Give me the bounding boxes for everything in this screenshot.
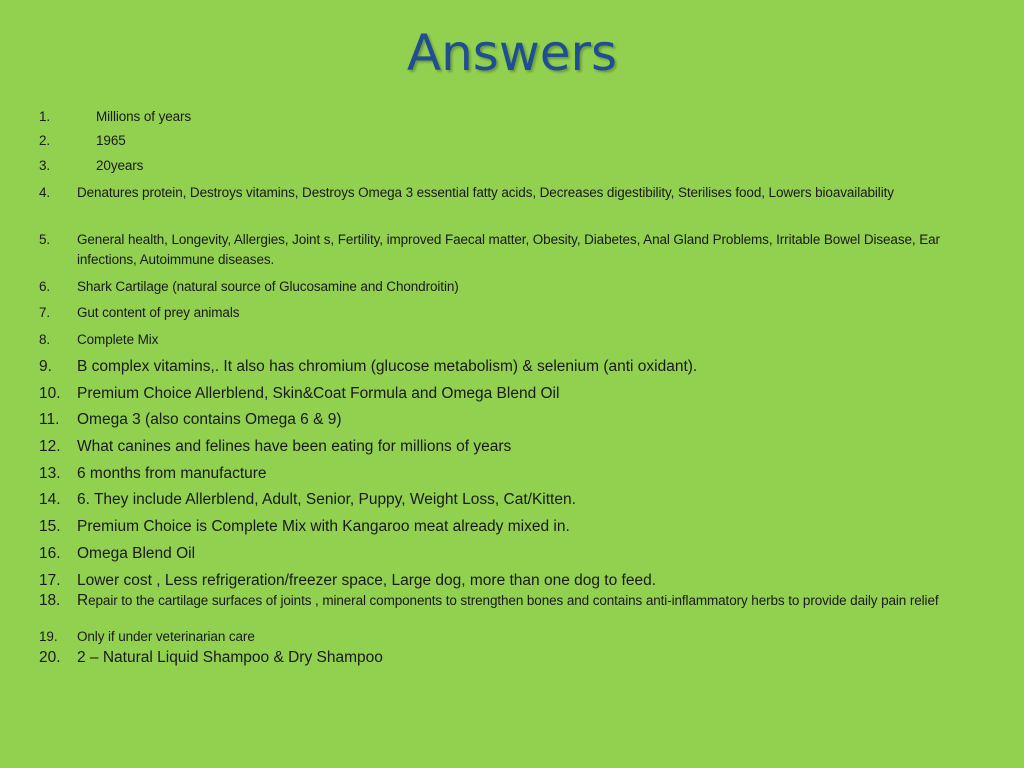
item-number: 20. [39,649,61,666]
item-text: 6. They include Allerblend, Adult, Senior, Puppy, Weight Loss, Cat/Kitten. [77,491,576,508]
item-number: 18. [39,592,61,609]
item-number: 11. [39,411,60,428]
item-number: 3. [39,158,51,173]
item-text: Only if under veterinarian care [77,629,255,644]
item-number: 16. [39,545,61,562]
item-text: Gut content of prey animals [77,305,240,320]
item-number: 12. [39,438,61,455]
item-text: Omega 3 (also contains Omega 6 & 9) [77,411,342,428]
item-number: 1. [39,109,51,124]
item-text: Complete Mix [77,332,159,347]
item-text: Shark Cartilage (natural source of Glucosamine and Chondroitin) [77,279,459,294]
item-number: 9. [39,358,52,375]
item-number: 2. [39,133,51,148]
item-number: 17. [39,572,61,589]
item-number: 14. [39,491,61,508]
page-title: Answers [406,24,618,82]
item-number: 13. [39,465,61,482]
item-text: 6 months from manufacture [77,465,267,482]
item-text: B complex vitamins,. It also has chromium (glucose metabolism) & selenium (anti oxidant). [77,358,698,375]
item-text: General health, Longevity, Allergies, Joint s, Fertility, improved Faecal matter, Obesity, Diabetes, Anal Gland Problems, Irritable Bowel Disease, Ear infections, Autoimmune diseases. [77,232,940,267]
item-number: 15. [39,518,61,535]
item-number: 7. [39,305,51,320]
item-text: Lower cost , Less refrigeration/freezer space, Large dog, more than one dog to feed. [77,572,657,589]
item-number: 5. [39,232,51,247]
item-text: Premium Choice Allerblend, Skin&Coat Formula and Omega Blend Oil [77,385,560,402]
item-text-rest: epair to the cartilage surfaces of joints , mineral components to strengthen bones and contains anti-inflammatory herbs to provide daily pain relief [88,593,939,608]
item-number: 4. [39,185,51,200]
item-text: Denatures protein, Destroys vitamins, Destroys Omega 3 essential fatty acids, Decreases digestibility, Sterilises food, Lowers bioavailability [77,185,894,200]
item-number: 10. [39,385,61,402]
item-text [77,593,982,609]
item-number: 8. [39,332,51,347]
item-text: Premium Choice is Complete Mix with Kangaroo meat already mixed in. [77,518,570,535]
item-text: Omega Blend Oil [77,545,196,562]
item-number: 6. [39,279,51,294]
item-text: 2 – Natural Liquid Shampoo & Dry Shampoo [77,649,383,666]
item-text: 1965 [96,133,126,148]
item-text: 20years [96,158,144,173]
item-number: 19. [39,629,58,644]
item-text: What canines and felines have been eating for millions of years [77,438,512,455]
item-text: Millions of years [96,109,192,124]
item-text-initial: R [77,592,89,609]
